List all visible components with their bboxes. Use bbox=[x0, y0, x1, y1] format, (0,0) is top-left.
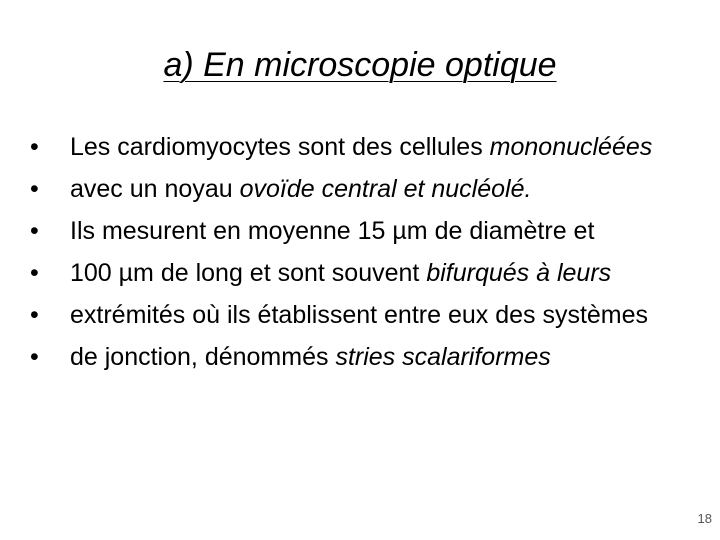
bullet-dot-icon bbox=[30, 130, 70, 164]
bullet-dot-icon bbox=[30, 340, 70, 374]
bullet-list bbox=[30, 130, 670, 382]
bullet-item bbox=[30, 340, 670, 374]
bullet-dot-icon bbox=[30, 298, 70, 332]
bullet-dot-icon bbox=[30, 214, 70, 248]
bullet-text-italic: bifurqués à leurs bbox=[426, 259, 612, 287]
bullet-dot-icon bbox=[30, 256, 70, 290]
bullet-text-plain: 100 µm de long et sont souvent bbox=[70, 259, 427, 287]
bullet-text-plain: extrémités où ils établissent entre eux des systèmes bbox=[70, 301, 649, 329]
slide-title: a) En microscopie optique bbox=[163, 46, 557, 84]
bullet-text-plain: avec un noyau bbox=[70, 175, 240, 203]
bullet-text-italic: mononucléées bbox=[489, 133, 653, 161]
bullet-text-italic: stries scalariformes bbox=[335, 343, 551, 371]
bullet-item bbox=[30, 172, 670, 206]
bullet-text-italic: ovoïde central et nucléolé. bbox=[239, 175, 532, 203]
bullet-dot-icon bbox=[30, 172, 70, 206]
bullet-item bbox=[30, 214, 670, 248]
bullet-item bbox=[30, 298, 670, 332]
bullet-item bbox=[30, 130, 670, 164]
bullet-text-plain: Les cardiomyocytes sont des cellules bbox=[70, 133, 490, 161]
page-number: 18 bbox=[697, 511, 712, 526]
bullet-item bbox=[30, 256, 670, 290]
bullet-text-plain: de jonction, dénommés bbox=[70, 343, 336, 371]
bullet-text-plain: Ils mesurent en moyenne 15 µm de diamètre et bbox=[70, 217, 595, 245]
